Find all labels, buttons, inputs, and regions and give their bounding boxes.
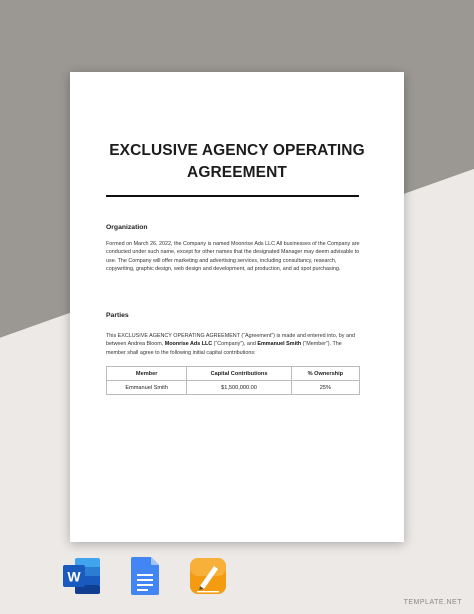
document-page (70, 72, 404, 542)
apple-pages-icon[interactable] (188, 556, 228, 596)
title-divider (106, 195, 359, 197)
cell-ownership: 25% (291, 381, 359, 395)
parties-text-b: (“Company”), and (212, 341, 258, 348)
app-icon-row (62, 556, 228, 596)
header-member: Member (107, 367, 187, 381)
parties-heading: Parties (106, 312, 129, 319)
google-docs-icon[interactable] (125, 556, 165, 596)
title-line-2: AGREEMENT (187, 164, 287, 181)
header-ownership: % Ownership (291, 367, 359, 381)
parties-text-c: (“Member”). The member shall agree to the following initial capital contributions: (106, 341, 342, 356)
cell-capital: $1,500,000.00 (187, 381, 291, 395)
title-line-1: EXCLUSIVE AGENCY OPERATING (109, 142, 365, 159)
microsoft-word-icon[interactable] (62, 556, 102, 596)
table-header-row (107, 367, 360, 381)
header-capital-contributions: Capital Contributions (187, 367, 291, 381)
table-row (107, 381, 360, 395)
parties-text (106, 332, 360, 357)
organization-text: Formed on March 26, 2022, the Company is named Moonrise Ads LLC All businesses of the Company are conducted under such name, except for other names that the designated Manager may deem advisable to use. The Company will offer marketing and advertising services, including consultancy, research, copywriting, graphic design, web design and development, ad production, and ad spot purchasing. (106, 241, 360, 272)
member-name: Emmanuel Smith (257, 341, 302, 348)
company-name: Moonrise Ads LLC (164, 341, 213, 348)
template-net-brand[interactable]: TEMPLATE.NET (403, 599, 462, 606)
organization-heading: Organization (106, 224, 148, 231)
cell-member: Emmanuel Smith (107, 381, 187, 395)
document-title (70, 140, 404, 184)
capital-contributions-table (106, 366, 360, 395)
parties-text-a: This EXCLUSIVE AGENCY OPERATING AGREEMENT (“Agreement”) is made and entered into, by and between Andrea Bloom, (106, 333, 355, 348)
word-letter: W (67, 568, 81, 585)
